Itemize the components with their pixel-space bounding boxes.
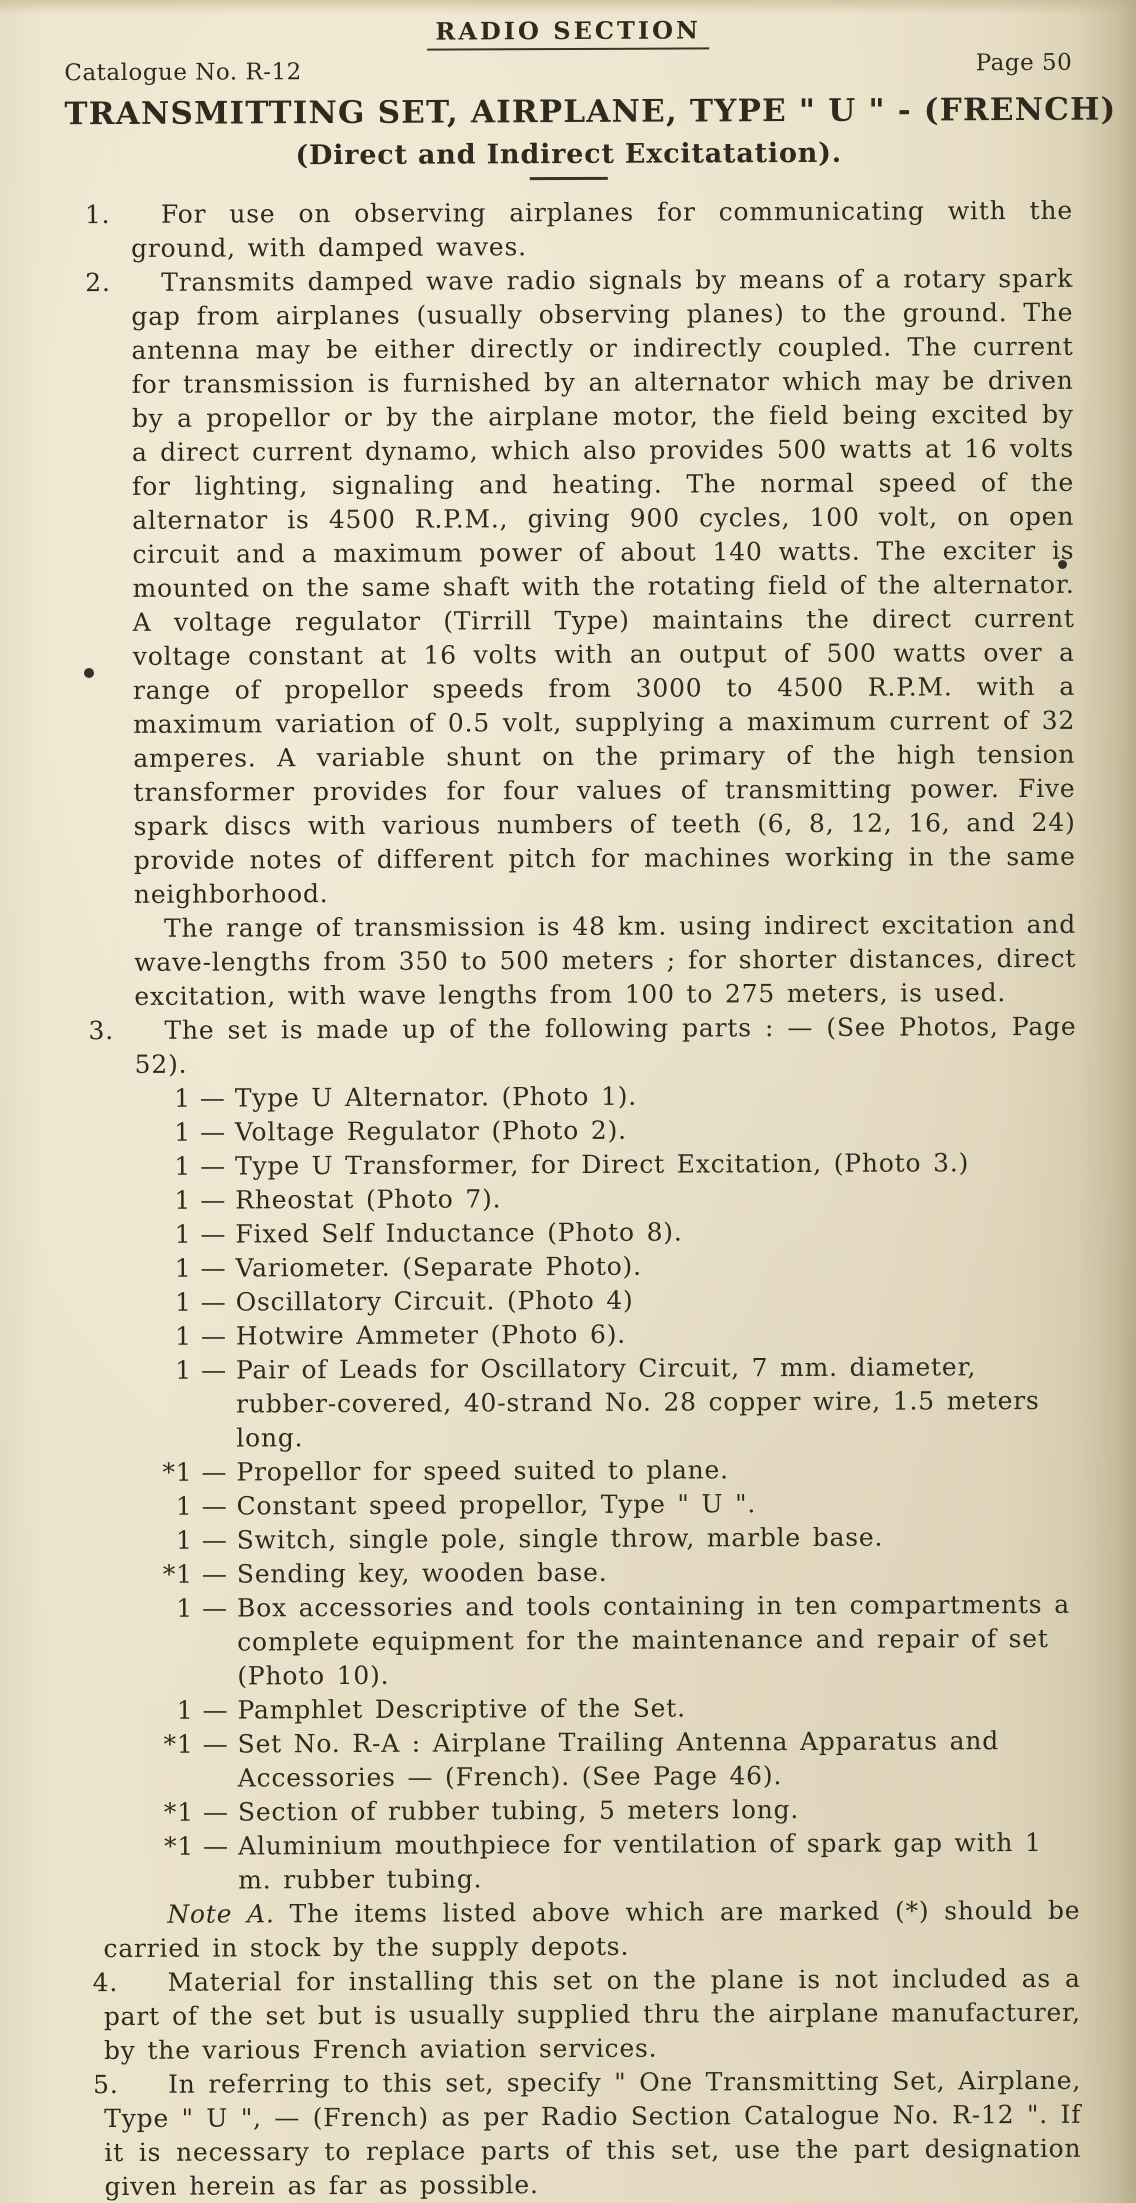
part-description: Propellor for speed suited to plane. bbox=[236, 1455, 729, 1487]
numbered-paragraph bbox=[134, 908, 1076, 1014]
part-dash: — bbox=[202, 1729, 229, 1759]
part-dash: — bbox=[201, 1457, 228, 1487]
numbered-paragraph bbox=[93, 2064, 1082, 2203]
part-item bbox=[136, 1316, 1078, 1354]
part-dash: — bbox=[200, 1253, 227, 1283]
part-quantity: 1 bbox=[174, 1185, 192, 1215]
section-title: RADIO SECTION bbox=[427, 15, 709, 50]
paragraph-text: In referring to this set, specify " One Transmitting Set, Airplane, Type " U ", — (French) as per Radio Section Catalogue No. R-12 ". If it is necessary to replace parts of this set, use the part designation given herein as far as possible. bbox=[104, 2065, 1082, 2202]
part-description: Fixed Self Inductance (Photo 8). bbox=[235, 1217, 683, 1249]
part-description: Hotwire Ammeter (Photo 6). bbox=[235, 1319, 627, 1351]
part-quantity: 1 bbox=[175, 1491, 193, 1521]
part-description: Sending key, wooden base. bbox=[236, 1557, 608, 1589]
part-dash: — bbox=[200, 1287, 227, 1317]
numbered-paragraph bbox=[84, 194, 1073, 266]
closing-paragraphs bbox=[92, 1962, 1082, 2203]
part-item bbox=[137, 1554, 1079, 1592]
part-quantity: 1 bbox=[174, 1151, 192, 1181]
part-dash: — bbox=[202, 1593, 228, 1623]
part-dash: — bbox=[199, 1117, 226, 1147]
part-item bbox=[137, 1690, 1079, 1728]
part-dash: — bbox=[202, 1797, 229, 1827]
part-dash: — bbox=[200, 1151, 227, 1181]
part-dash: — bbox=[201, 1355, 227, 1385]
paragraph-list bbox=[84, 194, 1077, 1082]
part-item bbox=[137, 1588, 1079, 1694]
numbered-paragraph bbox=[85, 262, 1076, 912]
part-item bbox=[136, 1282, 1078, 1320]
paragraph-number: 3. bbox=[88, 1015, 115, 1046]
numbered-paragraph bbox=[92, 1962, 1081, 2068]
part-quantity: 1 bbox=[174, 1117, 191, 1147]
part-description: Set No. R-A : Airplane Trailing Antenna Apparatus and Accessories — (French). (See Page 46). bbox=[237, 1726, 1000, 1793]
part-item bbox=[135, 1180, 1077, 1218]
part-quantity: 1 bbox=[174, 1219, 192, 1249]
part-item bbox=[135, 1214, 1077, 1252]
part-description: Voltage Regulator (Photo 2). bbox=[234, 1115, 627, 1147]
part-dash: — bbox=[201, 1491, 228, 1521]
part-quantity: 1 bbox=[176, 1593, 194, 1623]
note-label: Note A. bbox=[167, 1899, 275, 1929]
part-item bbox=[137, 1520, 1079, 1558]
part-description: Variometer. (Separate Photo). bbox=[235, 1251, 642, 1283]
parts-list bbox=[135, 1078, 1081, 1898]
part-dash: — bbox=[200, 1219, 227, 1249]
part-description: Rheostat (Photo 7). bbox=[235, 1184, 502, 1215]
paragraph-text: The range of transmission is 48 km. using indirect excitation and wave-lengths from 350 to 500 meters ; for shorter distances, direct excitation, with wave lengths from 100 to 275 meters, is used. bbox=[134, 909, 1077, 1011]
part-quantity: 1 bbox=[175, 1321, 192, 1351]
paragraph-text: For use on observing airplanes for communicating with the ground, with damped waves. bbox=[131, 195, 1073, 263]
part-item bbox=[135, 1078, 1077, 1116]
part-description: Type U Transformer, for Direct Excitation, (Photo 3.) bbox=[235, 1148, 970, 1181]
paragraph-number: 2. bbox=[85, 267, 111, 298]
part-description: Pair of Leads for Oscillatory Circuit, 7 mm. diameter, rubber-covered, 40-strand No. 28 copper wire, 1.5 meters long. bbox=[235, 1352, 1040, 1453]
part-item bbox=[138, 1826, 1080, 1898]
note-paragraph bbox=[103, 1894, 1080, 1966]
part-description: Aluminium mouthpiece for ventilation of spark gap with 1 m. rubber tubing. bbox=[237, 1827, 1042, 1895]
paragraph-number: 1. bbox=[84, 199, 111, 230]
page-title: TRANSMITTING SET, AIRPLANE, TYPE " U " - (FRENCH) bbox=[64, 91, 1117, 133]
part-dash: — bbox=[200, 1321, 227, 1351]
part-item bbox=[136, 1452, 1078, 1490]
part-quantity: 1 bbox=[174, 1083, 191, 1113]
part-item bbox=[135, 1146, 1077, 1184]
part-quantity: 1 bbox=[176, 1695, 194, 1725]
section-header bbox=[64, 14, 1072, 52]
part-description: Constant speed propellor, Type " U ". bbox=[236, 1489, 757, 1521]
part-item bbox=[136, 1486, 1078, 1524]
paragraph-text: The set is made up of the following parts : — (See Photos, Page 52). bbox=[134, 1011, 1077, 1079]
part-item bbox=[135, 1248, 1077, 1286]
part-item bbox=[136, 1350, 1078, 1456]
part-quantity: *1 bbox=[162, 1559, 193, 1589]
paragraph-text: Transmits damped wave radio signals by means of a rotary spark gap from airplanes (usually observing planes) to the ground. The antenna may be either directly or indirectly coupled. The current for transmission is furnished by an alternator which may be driven by a propellor or by the airplane motor, the field being excited by a direct current dynamo, which also provides 500 watts at 16 volts for lighting, signaling and heating. The normal speed of the alternator is 4500 R.P.M., giving 900 cycles, 100 volt, on open circuit and a maximum power of about 140 watts. The exciter is mounted on the same shaft with the rotating field of the alternator. A voltage regulator (Tirrill Type) maintains the direct current voltage constant at 16 volts with an output of 500 watts over a range of propellor speeds from 3000 to 4500 R.P.M. with a maximum variation of 0.5 volt, supplying a maximum current of 32 amperes. A variable shunt on the primary of the high tension transformer provides for four values of transmitting power. Five spark discs with various numbers of teeth (6, 8, 12, 16, and 24) provide notes of different pitch for machines working in the same neighborhood. bbox=[131, 263, 1076, 909]
part-description: Type U Alternator. (Photo 1). bbox=[234, 1081, 638, 1113]
page-subtitle: (Direct and Indirect Excitatation). bbox=[295, 137, 843, 172]
part-description: Switch, single pole, single throw, marble base. bbox=[236, 1522, 884, 1555]
numbered-paragraph bbox=[88, 1010, 1077, 1082]
paragraph-text: Material for installing this set on the plane is not included as a part of the set but is usually supplied thru the airplane manufacturer, by the various French aviation services. bbox=[103, 1963, 1081, 2066]
part-dash: — bbox=[199, 1083, 226, 1113]
note-text: The items listed above which are marked (*) should be carried in stock by the supply depots. bbox=[103, 1895, 1081, 1964]
part-dash: — bbox=[201, 1525, 228, 1555]
part-quantity: 1 bbox=[175, 1525, 193, 1555]
page-body bbox=[84, 194, 1082, 2203]
part-quantity: 1 bbox=[174, 1253, 192, 1283]
part-dash: — bbox=[202, 1695, 229, 1725]
paragraph-number: 4. bbox=[92, 1967, 119, 1998]
part-description: Pamphlet Descriptive of the Set. bbox=[237, 1693, 686, 1725]
part-dash: — bbox=[201, 1559, 228, 1589]
part-description: Box accessories and tools containing in ten compartments a complete equipment for the maintenance and repair of set (Photo 10). bbox=[236, 1589, 1070, 1691]
part-item bbox=[138, 1724, 1080, 1796]
part-description: Section of rubber tubing, 5 meters long. bbox=[237, 1795, 800, 1827]
part-quantity: *1 bbox=[163, 1797, 194, 1827]
catalogue-number: Catalogue No. R-12 bbox=[64, 59, 302, 87]
subtitle-rule bbox=[530, 177, 608, 180]
part-quantity: *1 bbox=[163, 1729, 194, 1759]
part-dash: — bbox=[200, 1185, 227, 1215]
page-number: Page 50 bbox=[975, 49, 1073, 77]
paragraph-number: 5. bbox=[93, 2069, 119, 2100]
subtitle-wrap bbox=[65, 137, 1073, 182]
meta-row bbox=[64, 49, 1073, 87]
part-description: Oscillatory Circuit. (Photo 4) bbox=[235, 1285, 634, 1317]
part-item bbox=[135, 1112, 1077, 1150]
part-quantity: *1 bbox=[163, 1831, 195, 1861]
part-quantity: *1 bbox=[162, 1457, 193, 1487]
part-dash: — bbox=[203, 1831, 230, 1861]
part-quantity: 1 bbox=[174, 1287, 192, 1317]
part-quantity: 1 bbox=[175, 1355, 193, 1385]
part-item bbox=[138, 1792, 1080, 1830]
